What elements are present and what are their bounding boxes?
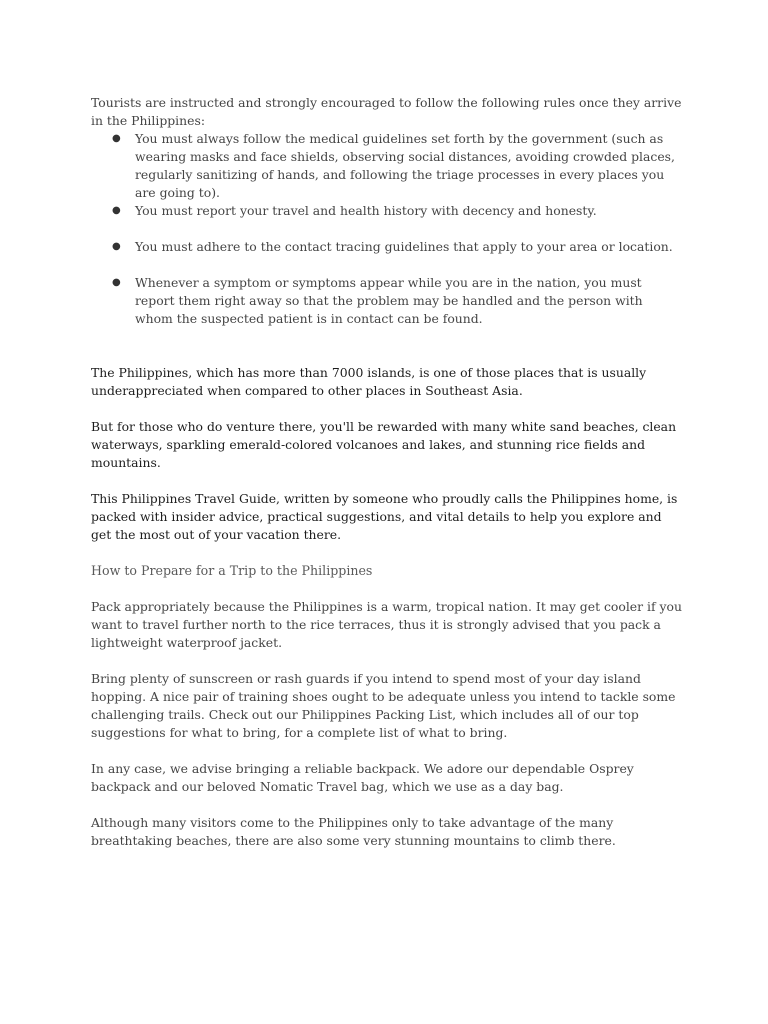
list-item (112, 130, 684, 202)
rules-list (91, 130, 684, 328)
rules-intro: Tourists are instructed and strongly encouraged to follow the following rules once they arrive in the Philippines: (91, 95, 682, 128)
list-item (112, 202, 684, 220)
bullet-icon: ● (112, 205, 121, 216)
intro-paragraph: The Philippines, which has more than 7000 islands, is one of those places that is usually underappreciated when compared to other places in Southeast Asia. (91, 365, 647, 398)
section-paragraph: Pack appropriately because the Philippines is a warm, tropical nation. It may get cooler if you want to travel further north to the rice terraces, thus it is strongly advised that you pack a lightweight waterproof jacket. (91, 599, 682, 650)
list-item (112, 238, 684, 256)
section-paragraph: In any case, we advise bringing a reliable backpack. We adore our dependable Osprey backpack and our beloved Nomatic Travel bag, which we use as a day bag. (91, 761, 634, 794)
rule-text: You must always follow the medical guidelines set forth by the government (such as wearing masks and face shields, observing social distances, avoiding crowded places, regularly sanitizing of hands, and following the triage processes in every places you are going to). (135, 131, 675, 200)
bullet-icon: ● (112, 241, 121, 252)
bullet-icon: ● (112, 133, 121, 144)
rule-text: You must report your travel and health history with decency and honesty. (135, 203, 597, 218)
intro-paragraph: But for those who do venture there, you'll be rewarded with many white sand beaches, clean waterways, sparkling emerald-colored volcanoes and lakes, and stunning rice fields and mountains. (91, 419, 677, 470)
list-item (112, 274, 684, 328)
rule-text: You must adhere to the contact tracing guidelines that apply to your area or location. (135, 239, 673, 254)
bullet-icon: ● (112, 277, 121, 288)
section-paragraph: Although many visitors come to the Philippines only to take advantage of the many breathtaking beaches, there are also some very stunning mountains to climb there. (91, 815, 616, 848)
section-heading: How to Prepare for a Trip to the Philippines (91, 563, 373, 578)
intro-paragraph: This Philippines Travel Guide, written by someone who proudly calls the Philippines home, is packed with insider advice, practical suggestions, and vital details to help you explore and get the most out of your vacation there. (91, 491, 678, 542)
section-paragraph: Bring plenty of sunscreen or rash guards if you intend to spend most of your day island hopping. A nice pair of training shoes ought to be adequate unless you intend to tackle some challenging trails. Check out our Philippines Packing List, which includes all of our top suggestions for what to bring, for a complete list of what to bring. (91, 671, 676, 740)
rule-text: Whenever a symptom or symptoms appear while you are in the nation, you must report them right away so that the problem may be handled and the person with whom the suspected patient is in contact can be found. (135, 275, 643, 326)
